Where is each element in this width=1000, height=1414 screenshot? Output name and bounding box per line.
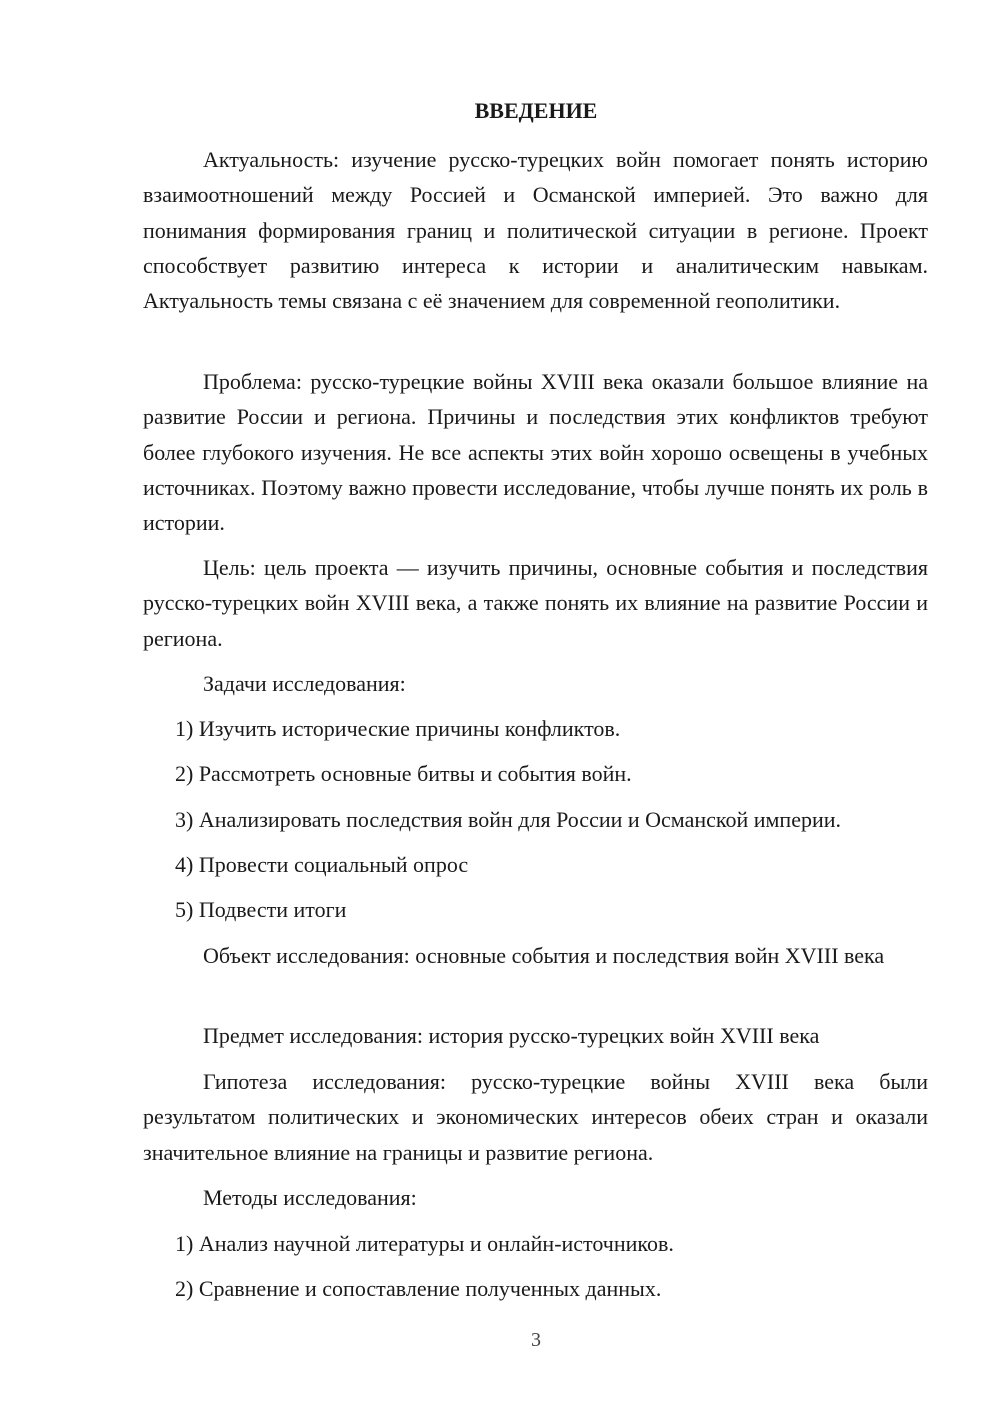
task-item-2: 2) Рассмотреть основные битвы и события войн.: [175, 761, 632, 786]
problem-paragraph: Проблема: русско-турецкие войны XVIII века оказали большое влияние на развитие России и региона. Причины и последствия этих конфликтов требуют более глубокого изучения. Не все аспекты этих войн хорошо освещены в учебных источниках. Поэтому важно провести исследование, чтобы лучше понять их роль в истории.: [143, 369, 928, 536]
page-title: ВВЕДЕНИЕ: [474, 98, 598, 123]
method-item-2: 2) Сравнение и сопоставление полученных данных.: [175, 1276, 662, 1301]
object-paragraph: Объект исследования: основные события и последствия войн XVIII века: [203, 943, 885, 968]
task-item-3: 3) Анализировать последствия войн для России и Османской империи.: [175, 807, 842, 832]
page-number: 3: [531, 1329, 541, 1351]
methods-heading: Методы исследования:: [203, 1185, 417, 1210]
method-item-1: 1) Анализ научной литературы и онлайн-источников.: [175, 1231, 674, 1256]
task-item-1: 1) Изучить исторические причины конфликтов.: [175, 716, 621, 741]
relevance-paragraph: Актуальность: изучение русско-турецких войн помогает понять историю взаимоотношений между Россией и Османской империей. Это важно для понимания формирования границ и политической ситуации в регионе. Проект способствует развитию интереса к истории и аналитическим навыкам. Актуальность темы связана с её значением для современной геополитики.: [143, 147, 928, 314]
subject-paragraph: Предмет исследования: история русско-турецких войн XVIII века: [203, 1023, 820, 1048]
goal-paragraph: Цель: цель проекта — изучить причины, основные события и последствия русско-турецких войн XVIII века, а также понять их влияние на развитие России и региона.: [143, 555, 928, 651]
hypothesis-paragraph: Гипотеза исследования: русско-турецкие войны XVIII века были результатом политических и экономических интересов обеих стран и оказали значительное влияние на границы и развитие региона.: [143, 1069, 928, 1165]
task-item-5: 5) Подвести итоги: [175, 897, 347, 922]
tasks-heading: Задачи исследования:: [203, 671, 406, 696]
task-item-4: 4) Провести социальный опрос: [175, 852, 469, 877]
